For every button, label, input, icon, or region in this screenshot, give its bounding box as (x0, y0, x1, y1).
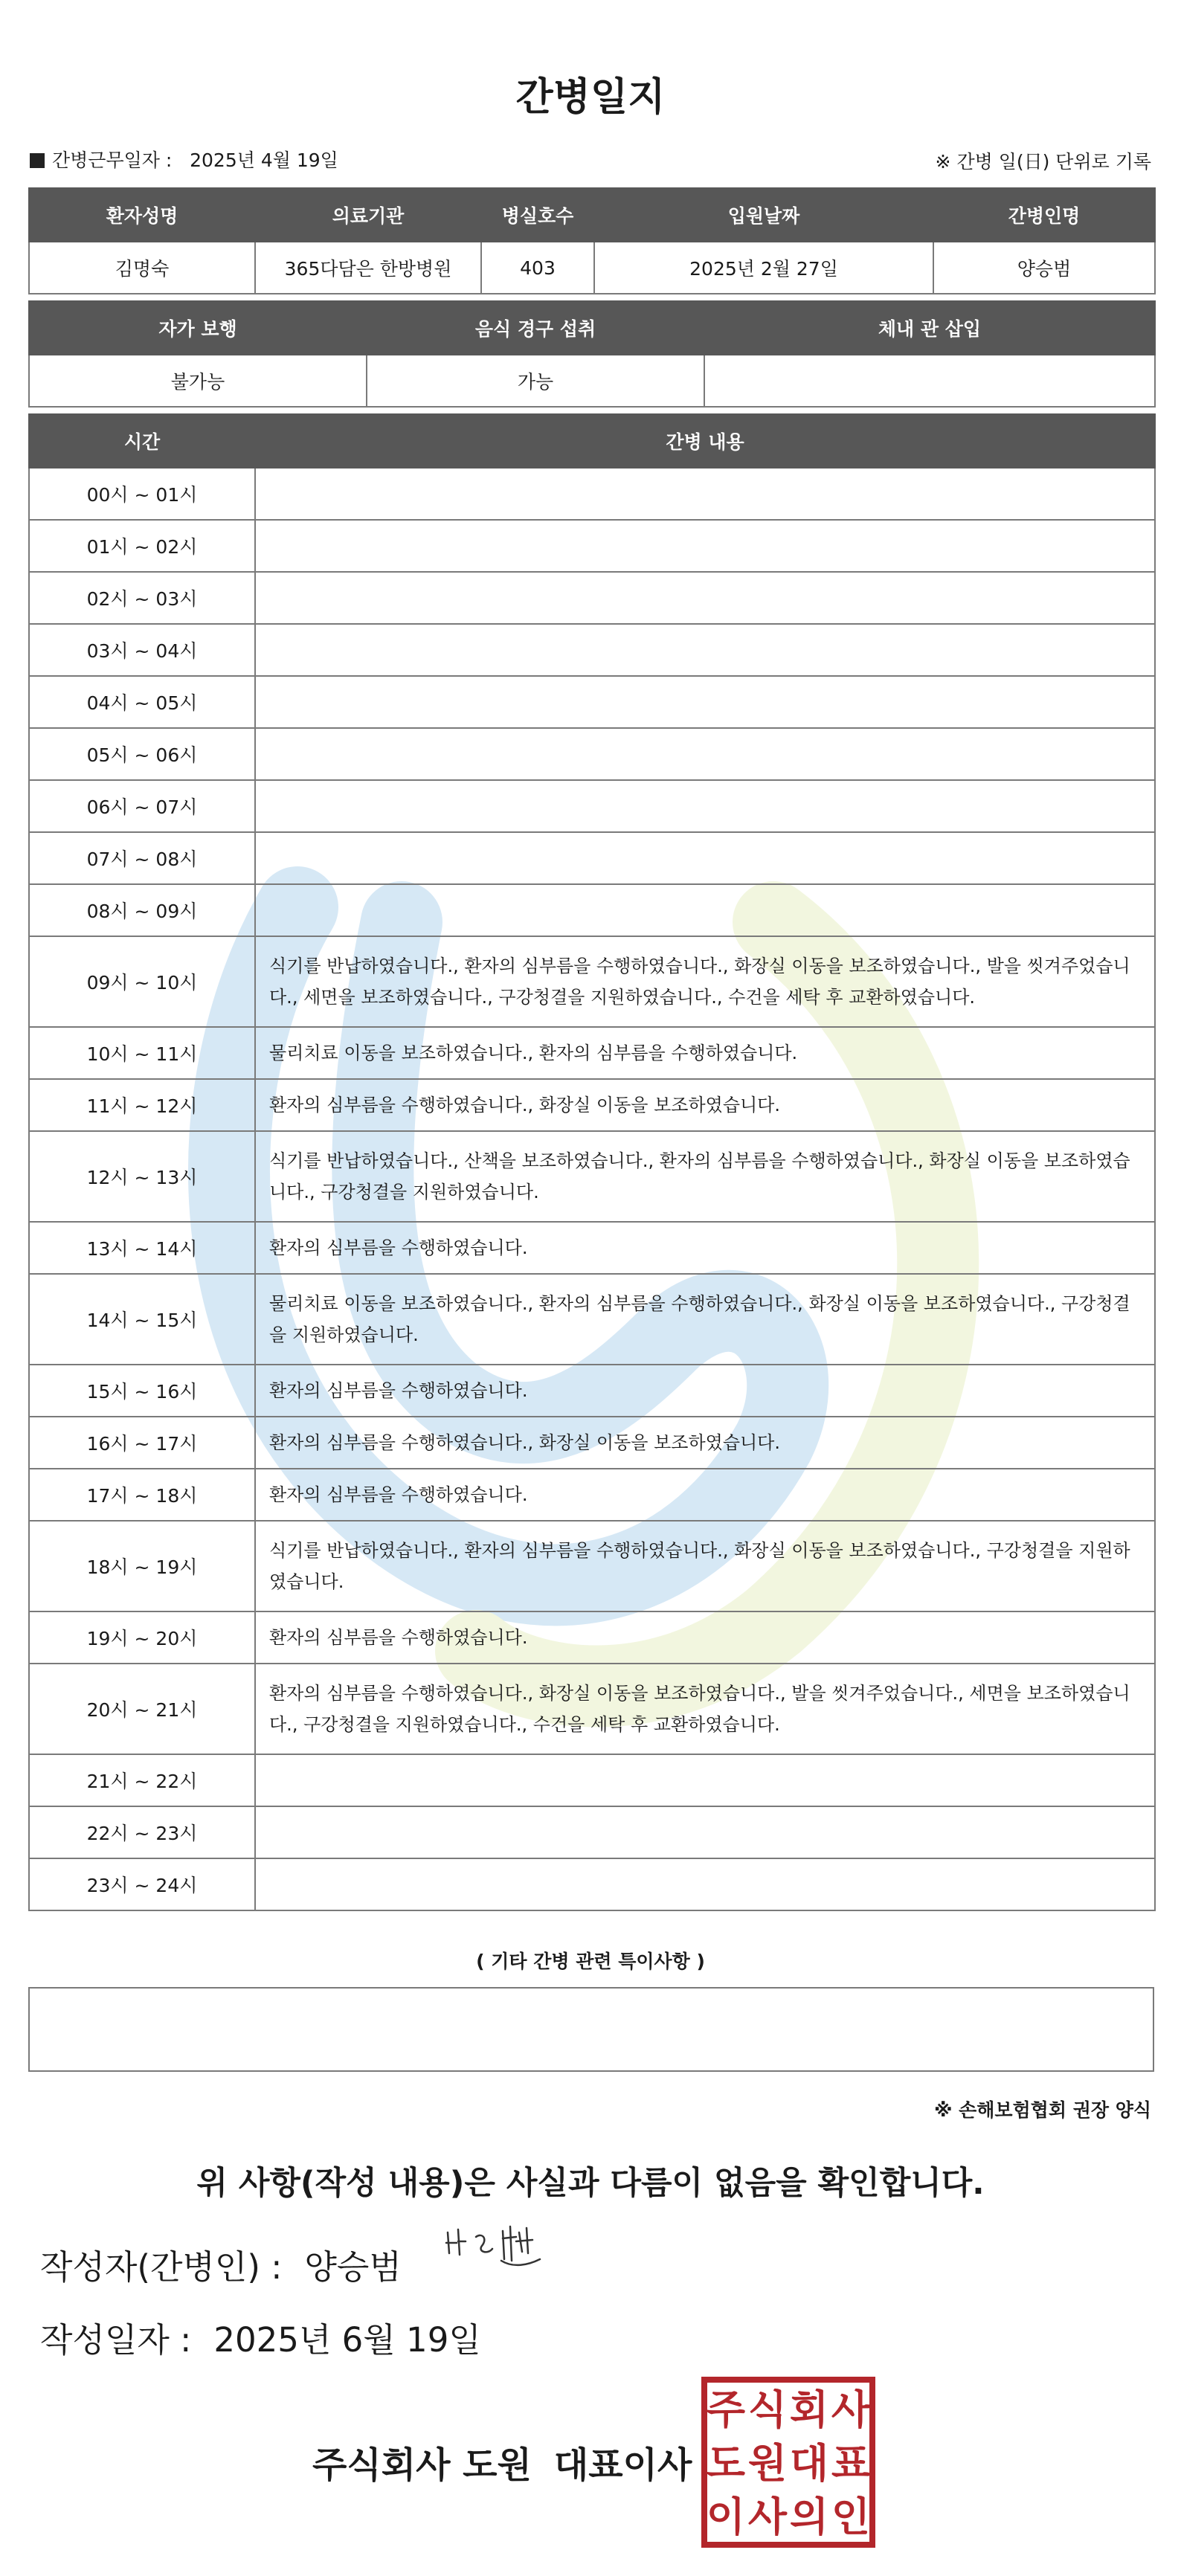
time-slot: 05시 ~ 06시 (29, 728, 255, 780)
care-content: 환자의 심부름을 수행하였습니다. (255, 1222, 1155, 1274)
care-content: 환자의 심부름을 수행하였습니다., 화장실 이동을 보조하였습니다. (255, 1079, 1155, 1131)
seal-char: 사 (831, 2386, 871, 2433)
time-slot: 02시 ~ 03시 (29, 572, 255, 624)
time-slot: 18시 ~ 19시 (29, 1521, 255, 1611)
care-content (255, 728, 1155, 780)
table-row (29, 884, 1155, 936)
seal-char: 인 (831, 2493, 871, 2540)
table-row (29, 1222, 1155, 1274)
time-slot: 19시 ~ 20시 (29, 1611, 255, 1664)
header-walking: 자가 보행 (29, 301, 367, 355)
table-row (29, 468, 1155, 520)
table-row (29, 1611, 1155, 1664)
write-date-label: 작성일자 : (40, 2320, 192, 2360)
care-content (255, 520, 1155, 572)
time-slot: 20시 ~ 21시 (29, 1664, 255, 1754)
time-slot: 01시 ~ 02시 (29, 520, 255, 572)
table-row (29, 1858, 1155, 1910)
time-slot: 04시 ~ 05시 (29, 676, 255, 728)
tube-value (704, 355, 1155, 407)
unit-note: ※ 간병 일(日) 단위로 기록 (935, 151, 1151, 173)
table-row (29, 624, 1155, 676)
seal-char: 사 (747, 2493, 788, 2540)
company-line (312, 2436, 692, 2488)
header-care-content: 간병 내용 (255, 414, 1155, 468)
care-content: 식기를 반납하였습니다., 환자의 심부름을 수행하였습니다., 화장실 이동을 보조하였습니다., 발을 씻겨주었습니다., 세면을 보조하였습니다., 구강청결을 지원하였습니다., 수건을 세탁 후 교환하였습니다. (255, 936, 1155, 1027)
care-content (255, 1754, 1155, 1806)
time-slot: 10시 ~ 11시 (29, 1027, 255, 1079)
confirmation-statement: 위 사항(작성 내용)은 사실과 다름이 없음을 확인합니다. (196, 2165, 985, 2202)
table-row (29, 1664, 1155, 1754)
seal-char: 회 (789, 2386, 829, 2433)
care-content (255, 884, 1155, 936)
oral-intake-value: 가능 (367, 355, 704, 407)
work-date-value: 2025년 4월 19일 (190, 149, 338, 171)
time-slot: 09시 ~ 10시 (29, 936, 255, 1027)
patient-name: 김명숙 (29, 242, 255, 294)
table-row (29, 1131, 1155, 1222)
seal-char: 도 (706, 2440, 746, 2487)
care-content: 식기를 반납하였습니다., 산책을 보조하였습니다., 환자의 심부름을 수행하였습니다., 화장실 이동을 보조하였습니다., 구강청결을 지원하였습니다. (255, 1131, 1155, 1222)
time-slot: 17시 ~ 18시 (29, 1469, 255, 1521)
table-row (29, 1079, 1155, 1131)
table-row (29, 1754, 1155, 1806)
seal-char: 의 (789, 2493, 829, 2540)
room-number: 403 (481, 242, 594, 294)
care-content (255, 624, 1155, 676)
header-patient-name: 환자성명 (29, 188, 255, 242)
care-content: 물리치료 이동을 보조하였습니다., 환자의 심부름을 수행하였습니다. (255, 1027, 1155, 1079)
table-row (29, 1027, 1155, 1079)
work-date-label: 간병근무일자 : (52, 149, 173, 171)
table-row (29, 1806, 1155, 1858)
extra-notes-title: ( 기타 간병 관련 특이사항 ) (476, 1951, 705, 1972)
table-row (29, 1469, 1155, 1521)
writer-line (40, 2240, 402, 2288)
care-content (255, 780, 1155, 832)
time-slot: 13시 ~ 14시 (29, 1222, 255, 1274)
table-row (29, 832, 1155, 884)
care-content: 물리치료 이동을 보조하였습니다., 환자의 심부름을 수행하였습니다., 화장실 이동을 보조하였습니다., 구강청결을 지원하였습니다. (255, 1274, 1155, 1365)
walking-value: 불가능 (29, 355, 367, 407)
header-time: 시간 (29, 414, 255, 468)
table-row (29, 1521, 1155, 1611)
care-content (255, 676, 1155, 728)
time-slot: 11시 ~ 12시 (29, 1079, 255, 1131)
company-role: 대표이사 (553, 2444, 692, 2486)
seal-char: 주 (706, 2386, 746, 2433)
time-slot: 12시 ~ 13시 (29, 1131, 255, 1222)
write-date-value: 2025년 6월 19일 (213, 2320, 481, 2360)
time-slot: 00시 ~ 01시 (29, 468, 255, 520)
caregiver-name: 양승범 (933, 242, 1155, 294)
page-title: 간병일지 (515, 75, 666, 120)
hospital-name: 365다담은 한방병원 (255, 242, 481, 294)
work-date (30, 146, 338, 173)
header-caregiver: 간병인명 (933, 188, 1155, 242)
header-admission-date: 입원날짜 (594, 188, 933, 242)
care-content (255, 832, 1155, 884)
care-content: 환자의 심부름을 수행하였습니다., 화장실 이동을 보조하였습니다., 발을 씻겨주었습니다., 세면을 보조하였습니다., 구강청결을 지원하였습니다., 수건을 세탁 후 교환하였습니다. (255, 1664, 1155, 1754)
company-seal-stamp (701, 2376, 876, 2548)
table-row (29, 780, 1155, 832)
time-slot: 21시 ~ 22시 (29, 1754, 255, 1806)
square-bullet-icon (30, 153, 45, 168)
table-row (29, 1365, 1155, 1417)
table-row (29, 1417, 1155, 1469)
writer-name: 양승범 (304, 2247, 402, 2287)
ability-table (28, 300, 1156, 408)
table-row (29, 676, 1155, 728)
care-content (255, 1858, 1155, 1910)
seal-char: 원 (747, 2440, 788, 2487)
table-row (29, 1274, 1155, 1365)
seal-char: 이 (706, 2493, 746, 2540)
header-room: 병실호수 (481, 188, 594, 242)
time-slot: 03시 ~ 04시 (29, 624, 255, 676)
care-content: 환자의 심부름을 수행하였습니다., 화장실 이동을 보조하였습니다. (255, 1417, 1155, 1469)
recommendation-note: ※ 손해보험협회 권장 양식 (934, 2099, 1151, 2121)
table-row (29, 520, 1155, 572)
seal-char: 식 (747, 2386, 788, 2433)
write-date-line (40, 2313, 481, 2361)
time-slot: 08시 ~ 09시 (29, 884, 255, 936)
time-slot: 14시 ~ 15시 (29, 1274, 255, 1365)
care-content (255, 1806, 1155, 1858)
header-tube: 체내 관 삽입 (704, 301, 1155, 355)
care-content (255, 572, 1155, 624)
time-slot: 07시 ~ 08시 (29, 832, 255, 884)
patient-info-table (28, 187, 1156, 294)
header-oral-intake: 음식 경구 섭취 (367, 301, 704, 355)
company-name: 주식회사 도원 (312, 2444, 532, 2486)
extra-notes-box (28, 1987, 1154, 2072)
admission-date: 2025년 2월 27일 (594, 242, 933, 294)
care-log-table (28, 413, 1156, 1911)
time-slot: 23시 ~ 24시 (29, 1858, 255, 1910)
care-content: 환자의 심부름을 수행하였습니다. (255, 1611, 1155, 1664)
header-hospital: 의료기관 (255, 188, 481, 242)
handwritten-signature (439, 2216, 558, 2283)
writer-label: 작성자(간병인) : (40, 2247, 283, 2287)
time-slot: 16시 ~ 17시 (29, 1417, 255, 1469)
table-row (29, 572, 1155, 624)
table-row (29, 728, 1155, 780)
care-content: 환자의 심부름을 수행하였습니다. (255, 1365, 1155, 1417)
care-content: 환자의 심부름을 수행하였습니다. (255, 1469, 1155, 1521)
care-content (255, 468, 1155, 520)
seal-char: 표 (831, 2440, 871, 2487)
time-slot: 15시 ~ 16시 (29, 1365, 255, 1417)
care-content: 식기를 반납하였습니다., 환자의 심부름을 수행하였습니다., 화장실 이동을 보조하였습니다., 구강청결을 지원하였습니다. (255, 1521, 1155, 1611)
seal-char: 대 (789, 2440, 829, 2487)
time-slot: 06시 ~ 07시 (29, 780, 255, 832)
table-row (29, 936, 1155, 1027)
time-slot: 22시 ~ 23시 (29, 1806, 255, 1858)
